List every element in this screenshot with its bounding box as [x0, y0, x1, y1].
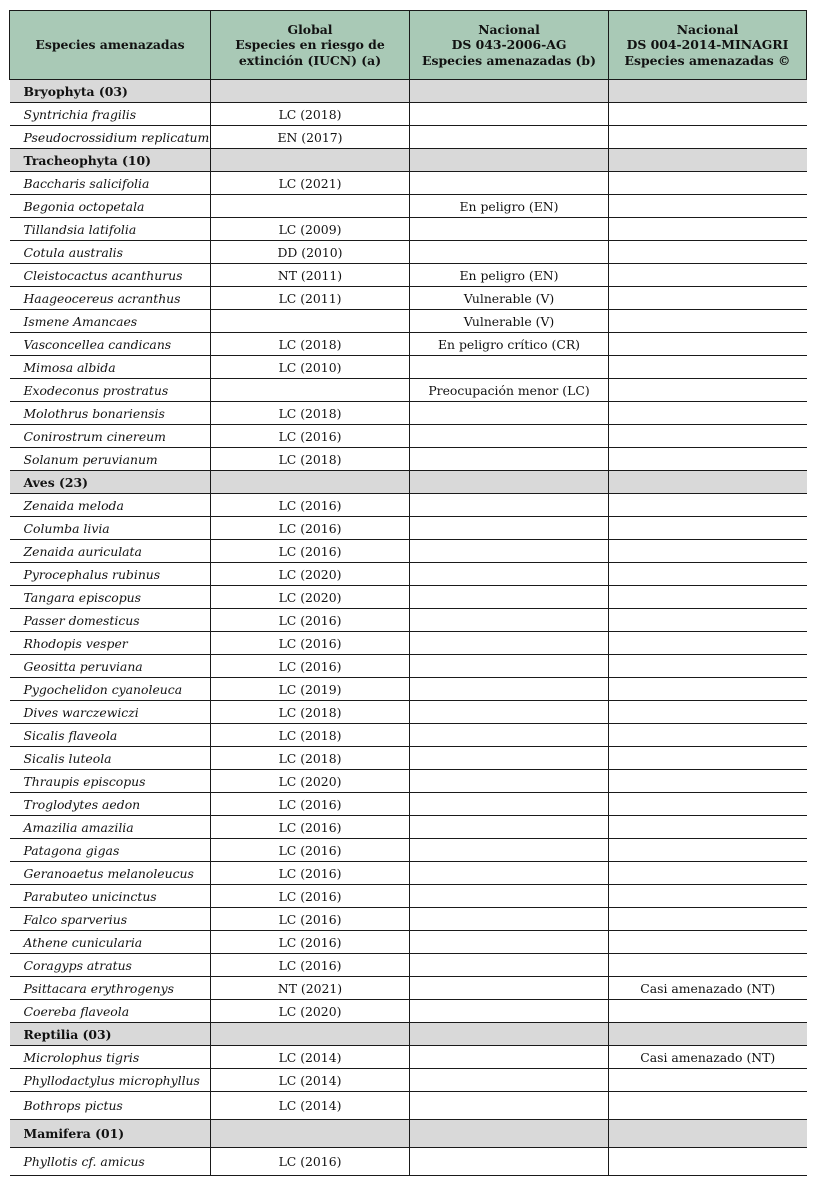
- group-empty-cell: [211, 471, 410, 494]
- group-empty-cell: [609, 80, 807, 103]
- group-empty-cell: [211, 149, 410, 172]
- table-row: [10, 793, 807, 816]
- ds043-status-cell: [410, 1069, 609, 1092]
- iucn-status-cell: EN (2017): [211, 126, 410, 149]
- group-empty-cell: [410, 149, 609, 172]
- ds004-status-cell: [609, 839, 807, 862]
- ds004-status-cell: [609, 264, 807, 287]
- ds043-status-cell: [410, 862, 609, 885]
- iucn-status-cell: LC (2016): [211, 425, 410, 448]
- ds043-status-cell: [410, 701, 609, 724]
- table-row: [10, 1148, 807, 1176]
- ds043-status-cell: [410, 103, 609, 126]
- iucn-status-cell: LC (2016): [211, 494, 410, 517]
- group-label: Bryophyta (03): [10, 80, 211, 103]
- iucn-status-cell: DD (2010): [211, 241, 410, 264]
- iucn-status-cell: LC (2018): [211, 448, 410, 471]
- iucn-status-cell: LC (2016): [211, 632, 410, 655]
- table-row: [10, 126, 807, 149]
- species-cell: Bothrops pictus: [10, 1092, 211, 1120]
- table-row: [10, 195, 807, 218]
- species-cell: Begonia octopetala: [10, 195, 211, 218]
- species-cell: Zenaida auriculata: [10, 540, 211, 563]
- table-row: [10, 103, 807, 126]
- group-row: [10, 471, 807, 494]
- species-cell: Microlophus tigris: [10, 1046, 211, 1069]
- ds043-status-cell: [410, 770, 609, 793]
- species-cell: Columba livia: [10, 517, 211, 540]
- group-empty-cell: [609, 1023, 807, 1046]
- ds004-status-cell: [609, 379, 807, 402]
- ds004-status-cell: [609, 1069, 807, 1092]
- table-row: [10, 747, 807, 770]
- ds043-status-cell: En peligro (EN): [410, 195, 609, 218]
- species-cell: Sicalis luteola: [10, 747, 211, 770]
- ds004-status-cell: [609, 609, 807, 632]
- iucn-status-cell: LC (2016): [211, 1148, 410, 1176]
- table-row: [10, 1000, 807, 1023]
- ds043-status-cell: [410, 609, 609, 632]
- iucn-status-cell: [211, 195, 410, 218]
- iucn-status-cell: LC (2016): [211, 793, 410, 816]
- iucn-status-cell: LC (2020): [211, 586, 410, 609]
- table-row: [10, 241, 807, 264]
- table-row: [10, 264, 807, 287]
- species-cell: Troglodytes aedon: [10, 793, 211, 816]
- table-row: [10, 402, 807, 425]
- table-row: [10, 701, 807, 724]
- table-row: [10, 862, 807, 885]
- group-empty-cell: [609, 1120, 807, 1148]
- ds043-status-cell: Vulnerable (V): [410, 287, 609, 310]
- ds004-status-cell: [609, 517, 807, 540]
- iucn-status-cell: LC (2016): [211, 931, 410, 954]
- ds043-status-cell: [410, 1148, 609, 1176]
- table-row: [10, 1046, 807, 1069]
- ds043-status-cell: [410, 402, 609, 425]
- ds043-status-cell: [410, 218, 609, 241]
- ds043-status-cell: [410, 356, 609, 379]
- table-row: [10, 172, 807, 195]
- ds004-status-cell: [609, 770, 807, 793]
- group-label: Aves (23): [10, 471, 211, 494]
- iucn-status-cell: LC (2020): [211, 1000, 410, 1023]
- ds004-status-cell: Casi amenazado (NT): [609, 977, 807, 1000]
- iucn-status-cell: LC (2011): [211, 287, 410, 310]
- ds043-status-cell: [410, 425, 609, 448]
- ds043-status-cell: [410, 494, 609, 517]
- ds043-status-cell: [410, 448, 609, 471]
- species-cell: Ismene Amancaes: [10, 310, 211, 333]
- species-cell: Sicalis flaveola: [10, 724, 211, 747]
- iucn-status-cell: NT (2011): [211, 264, 410, 287]
- iucn-status-cell: LC (2018): [211, 103, 410, 126]
- iucn-status-cell: [211, 379, 410, 402]
- group-row: [10, 149, 807, 172]
- group-empty-cell: [609, 149, 807, 172]
- species-cell: Patagona gigas: [10, 839, 211, 862]
- species-cell: Parabuteo unicinctus: [10, 885, 211, 908]
- species-cell: Vasconcellea candicans: [10, 333, 211, 356]
- ds004-status-cell: [609, 701, 807, 724]
- ds004-status-cell: [609, 540, 807, 563]
- ds004-status-cell: [609, 816, 807, 839]
- ds043-status-cell: [410, 793, 609, 816]
- ds043-status-cell: [410, 724, 609, 747]
- ds004-status-cell: [609, 402, 807, 425]
- group-row: [10, 1023, 807, 1046]
- ds004-status-cell: [609, 862, 807, 885]
- group-empty-cell: [410, 80, 609, 103]
- table-row: [10, 425, 807, 448]
- iucn-status-cell: LC (2018): [211, 747, 410, 770]
- ds043-status-cell: [410, 816, 609, 839]
- ds004-status-cell: [609, 747, 807, 770]
- iucn-status-cell: LC (2019): [211, 678, 410, 701]
- group-label: Mamifera (01): [10, 1120, 211, 1148]
- ds004-status-cell: [609, 126, 807, 149]
- ds004-status-cell: [609, 103, 807, 126]
- iucn-status-cell: LC (2020): [211, 770, 410, 793]
- ds043-status-cell: [410, 241, 609, 264]
- ds004-status-cell: [609, 241, 807, 264]
- species-cell: Athene cunicularia: [10, 931, 211, 954]
- ds043-status-cell: [410, 1046, 609, 1069]
- ds043-status-cell: [410, 655, 609, 678]
- iucn-status-cell: LC (2014): [211, 1069, 410, 1092]
- iucn-status-cell: LC (2016): [211, 816, 410, 839]
- table-row: [10, 770, 807, 793]
- ds043-status-cell: [410, 563, 609, 586]
- table-row: [10, 609, 807, 632]
- iucn-status-cell: LC (2016): [211, 908, 410, 931]
- table-row: [10, 517, 807, 540]
- ds043-status-cell: [410, 839, 609, 862]
- table-row: [10, 586, 807, 609]
- table-row: [10, 931, 807, 954]
- iucn-status-cell: LC (2014): [211, 1092, 410, 1120]
- ds043-status-cell: [410, 632, 609, 655]
- group-empty-cell: [410, 471, 609, 494]
- threatened-species-table: [9, 10, 807, 1176]
- table-row: [10, 655, 807, 678]
- species-cell: Pseudocrossidium replicatum: [10, 126, 211, 149]
- table-row: [10, 448, 807, 471]
- group-row: [10, 80, 807, 103]
- group-empty-cell: [211, 80, 410, 103]
- table-row: [10, 333, 807, 356]
- species-cell: Pyrocephalus rubinus: [10, 563, 211, 586]
- ds004-status-cell: [609, 1148, 807, 1176]
- species-cell: Amazilia amazilia: [10, 816, 211, 839]
- ds043-status-cell: [410, 747, 609, 770]
- iucn-status-cell: LC (2016): [211, 655, 410, 678]
- header-ds043: Nacional DS 043-2006-AG Especies amenazadas (b): [410, 11, 609, 80]
- species-cell: Coereba flaveola: [10, 1000, 211, 1023]
- table-row: [10, 885, 807, 908]
- iucn-status-cell: [211, 310, 410, 333]
- iucn-status-cell: NT (2021): [211, 977, 410, 1000]
- group-label: Tracheophyta (10): [10, 149, 211, 172]
- ds043-status-cell: [410, 678, 609, 701]
- ds004-status-cell: [609, 632, 807, 655]
- ds004-status-cell: [609, 195, 807, 218]
- table-row: [10, 1092, 807, 1120]
- header-iucn: Global Especies en riesgo de extinción (IUCN) (a): [211, 11, 410, 80]
- ds004-status-cell: Casi amenazado (NT): [609, 1046, 807, 1069]
- table-row: [10, 908, 807, 931]
- species-cell: Coragyps atratus: [10, 954, 211, 977]
- ds004-status-cell: [609, 1000, 807, 1023]
- species-cell: Falco sparverius: [10, 908, 211, 931]
- table-row: [10, 678, 807, 701]
- species-cell: Conirostrum cinereum: [10, 425, 211, 448]
- table-row: [10, 1069, 807, 1092]
- species-cell: Rhodopis vesper: [10, 632, 211, 655]
- species-cell: Exodeconus prostratus: [10, 379, 211, 402]
- ds004-status-cell: [609, 563, 807, 586]
- ds043-status-cell: [410, 954, 609, 977]
- group-label: Reptilia (03): [10, 1023, 211, 1046]
- header-ds004: Nacional DS 004-2014-MINAGRI Especies amenazadas ©: [609, 11, 807, 80]
- species-cell: Baccharis salicifolia: [10, 172, 211, 195]
- iucn-status-cell: LC (2016): [211, 954, 410, 977]
- table-row: [10, 494, 807, 517]
- species-cell: Thraupis episcopus: [10, 770, 211, 793]
- species-cell: Dives warczewiczi: [10, 701, 211, 724]
- ds043-status-cell: Vulnerable (V): [410, 310, 609, 333]
- species-cell: Phyllodactylus microphyllus: [10, 1069, 211, 1092]
- ds004-status-cell: [609, 885, 807, 908]
- species-cell: Syntrichia fragilis: [10, 103, 211, 126]
- ds004-status-cell: [609, 425, 807, 448]
- ds004-status-cell: [609, 310, 807, 333]
- table-row: [10, 954, 807, 977]
- ds043-status-cell: [410, 517, 609, 540]
- iucn-status-cell: LC (2020): [211, 563, 410, 586]
- ds004-status-cell: [609, 678, 807, 701]
- ds043-status-cell: En peligro crítico (CR): [410, 333, 609, 356]
- species-cell: Tillandsia latifolia: [10, 218, 211, 241]
- iucn-status-cell: LC (2016): [211, 839, 410, 862]
- iucn-status-cell: LC (2018): [211, 701, 410, 724]
- header-species: Especies amenazadas: [10, 11, 211, 80]
- ds043-status-cell: [410, 1000, 609, 1023]
- ds043-status-cell: [410, 172, 609, 195]
- iucn-status-cell: LC (2016): [211, 609, 410, 632]
- table-row: [10, 287, 807, 310]
- ds043-status-cell: En peligro (EN): [410, 264, 609, 287]
- species-cell: Geositta peruviana: [10, 655, 211, 678]
- ds004-status-cell: [609, 333, 807, 356]
- table-row: [10, 356, 807, 379]
- ds004-status-cell: [609, 793, 807, 816]
- species-cell: Haageocereus acranthus: [10, 287, 211, 310]
- species-cell: Passer domesticus: [10, 609, 211, 632]
- species-cell: Pygochelidon cyanoleuca: [10, 678, 211, 701]
- group-empty-cell: [410, 1023, 609, 1046]
- species-cell: Solanum peruvianum: [10, 448, 211, 471]
- ds043-status-cell: [410, 931, 609, 954]
- ds004-status-cell: [609, 494, 807, 517]
- ds043-status-cell: [410, 977, 609, 1000]
- ds004-status-cell: [609, 218, 807, 241]
- table-header: [10, 11, 807, 80]
- ds004-status-cell: [609, 655, 807, 678]
- group-empty-cell: [211, 1023, 410, 1046]
- group-empty-cell: [609, 471, 807, 494]
- species-cell: Geranoaetus melanoleucus: [10, 862, 211, 885]
- species-cell: Psittacara erythrogenys: [10, 977, 211, 1000]
- ds043-status-cell: Preocupación menor (LC): [410, 379, 609, 402]
- ds043-status-cell: [410, 126, 609, 149]
- table-row: [10, 540, 807, 563]
- ds004-status-cell: [609, 586, 807, 609]
- ds004-status-cell: [609, 172, 807, 195]
- ds043-status-cell: [410, 908, 609, 931]
- table-row: [10, 977, 807, 1000]
- species-cell: Cotula australis: [10, 241, 211, 264]
- ds004-status-cell: [609, 724, 807, 747]
- group-row: [10, 1120, 807, 1148]
- table-row: [10, 563, 807, 586]
- ds004-status-cell: [609, 908, 807, 931]
- ds004-status-cell: [609, 448, 807, 471]
- table-row: [10, 816, 807, 839]
- ds043-status-cell: [410, 586, 609, 609]
- ds043-status-cell: [410, 885, 609, 908]
- iucn-status-cell: LC (2014): [211, 1046, 410, 1069]
- table-row: [10, 724, 807, 747]
- iucn-status-cell: LC (2016): [211, 885, 410, 908]
- group-empty-cell: [410, 1120, 609, 1148]
- ds004-status-cell: [609, 931, 807, 954]
- iucn-status-cell: LC (2009): [211, 218, 410, 241]
- ds004-status-cell: [609, 287, 807, 310]
- ds043-status-cell: [410, 540, 609, 563]
- iucn-status-cell: LC (2018): [211, 724, 410, 747]
- table-row: [10, 379, 807, 402]
- table-body: [10, 80, 807, 1176]
- species-cell: Phyllotis cf. amicus: [10, 1148, 211, 1176]
- species-cell: Mimosa albida: [10, 356, 211, 379]
- ds004-status-cell: [609, 954, 807, 977]
- table-row: [10, 839, 807, 862]
- species-cell: Zenaida meloda: [10, 494, 211, 517]
- ds043-status-cell: [410, 1092, 609, 1120]
- ds004-status-cell: [609, 356, 807, 379]
- species-cell: Tangara episcopus: [10, 586, 211, 609]
- iucn-status-cell: LC (2018): [211, 333, 410, 356]
- species-cell: Molothrus bonariensis: [10, 402, 211, 425]
- iucn-status-cell: LC (2021): [211, 172, 410, 195]
- iucn-status-cell: LC (2016): [211, 862, 410, 885]
- species-cell: Cleistocactus acanthurus: [10, 264, 211, 287]
- iucn-status-cell: LC (2016): [211, 517, 410, 540]
- iucn-status-cell: LC (2010): [211, 356, 410, 379]
- iucn-status-cell: LC (2016): [211, 540, 410, 563]
- table-row: [10, 632, 807, 655]
- ds004-status-cell: [609, 1092, 807, 1120]
- table-row: [10, 218, 807, 241]
- group-empty-cell: [211, 1120, 410, 1148]
- table-row: [10, 310, 807, 333]
- iucn-status-cell: LC (2018): [211, 402, 410, 425]
